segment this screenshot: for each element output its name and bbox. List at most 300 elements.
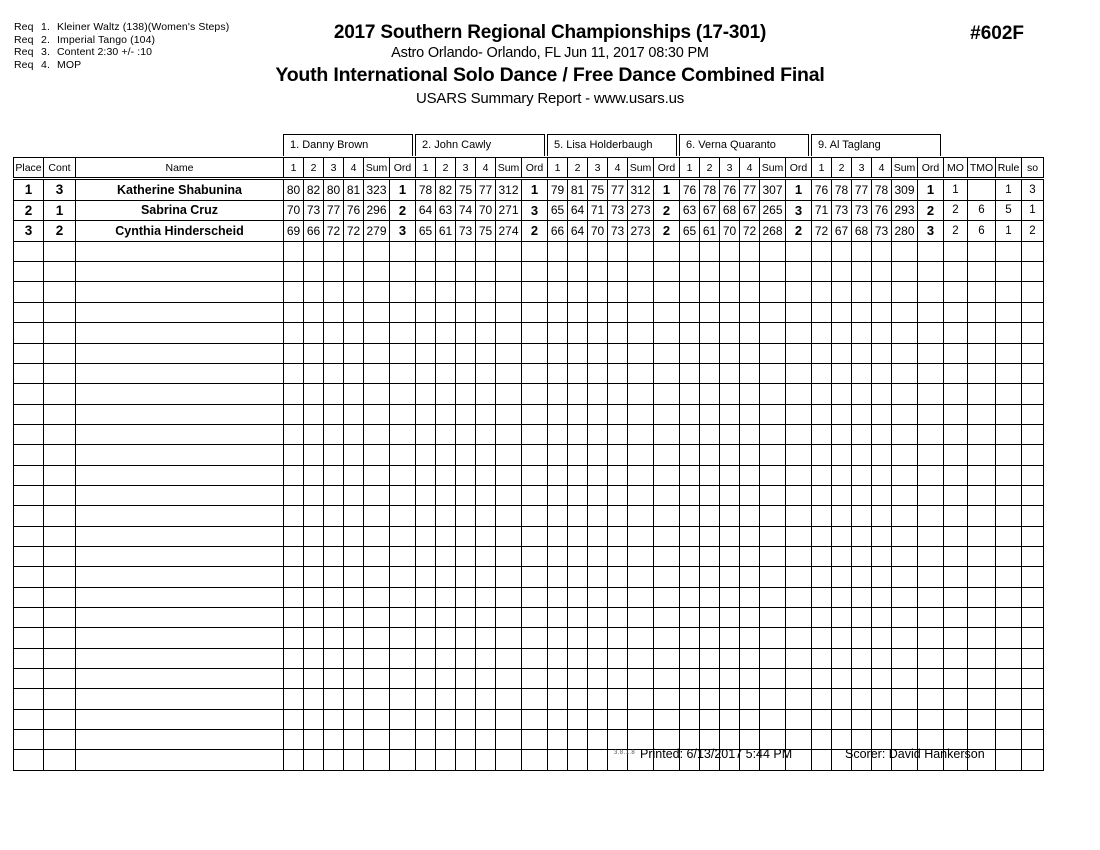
cell-empty [568,241,588,261]
cell-empty [654,241,680,261]
cell-empty [740,689,760,709]
cell-empty [892,363,918,383]
cell-empty [284,323,304,343]
column-header-tmo: TMO [968,158,996,179]
cell-empty [304,282,324,302]
cell-empty [1022,302,1044,322]
table-row-empty[interactable] [14,241,1044,261]
cell-empty [344,262,364,282]
cell-empty [628,546,654,566]
cell-empty [812,343,832,363]
cell-empty [996,363,1022,383]
cell-empty [944,241,968,261]
cell-empty [996,669,1022,689]
cell-empty [548,485,568,505]
cell-empty [872,607,892,627]
cell-empty [284,526,304,546]
cell-empty [700,607,720,627]
cell-j3-score-4: 73 [608,221,628,242]
cell-j2-score-4: 70 [476,200,496,221]
cell-empty [628,567,654,587]
cell-empty [786,323,812,343]
scorer-name: Scorer: David Hankerson [845,747,985,761]
cell-empty [476,343,496,363]
cell-empty [996,587,1022,607]
table-row-empty[interactable] [14,323,1044,343]
cell-empty [944,404,968,424]
cell-empty [760,485,786,505]
cell-empty [364,689,390,709]
cell-empty [608,669,628,689]
cell-j2-sum: 312 [496,179,522,201]
cell-empty [812,302,832,322]
cell-j4-score-2: 61 [700,221,720,242]
cell-empty [852,404,872,424]
cell-empty [344,506,364,526]
cell-empty [436,567,456,587]
cell-j4-score-4: 67 [740,200,760,221]
cell-empty [522,730,548,750]
cell-empty [968,546,996,566]
cell-empty [522,465,548,485]
table-row-empty[interactable] [14,607,1044,627]
cell-empty [416,282,436,302]
cell-empty [654,445,680,465]
table-row-empty[interactable] [14,404,1044,424]
cell-empty [548,526,568,546]
table-row[interactable] [14,179,1044,201]
cell-empty [996,424,1022,444]
cell-empty [996,384,1022,404]
cell-empty [548,730,568,750]
cell-empty [548,323,568,343]
cell-empty [456,587,476,607]
cell-empty [476,323,496,343]
cell-empty [14,465,44,485]
cell-empty [608,628,628,648]
cell-empty [892,648,918,668]
cell-empty [476,689,496,709]
table-row-empty[interactable] [14,363,1044,383]
cell-empty [812,689,832,709]
cell-empty [44,689,76,709]
cell-empty [548,404,568,424]
cell-empty [436,689,456,709]
cell-empty [872,648,892,668]
cell-empty [812,546,832,566]
cell-empty [812,465,832,485]
cell-empty [304,485,324,505]
cell-empty [720,302,740,322]
cell-empty [522,526,548,546]
cell-empty [390,506,416,526]
cell-empty [654,526,680,546]
cell-empty [760,241,786,261]
table-row-empty[interactable] [14,587,1044,607]
cell-name: Katherine Shabunina [76,179,284,201]
cell-empty [608,709,628,729]
cell-mo: 1 [944,179,968,201]
cell-empty [608,424,628,444]
cell-empty [324,465,344,485]
cell-empty [416,465,436,485]
cell-j5-score-4: 78 [872,179,892,201]
cell-empty [364,262,390,282]
cell-empty [680,302,700,322]
cell-empty [812,262,832,282]
cell-empty [548,607,568,627]
cell-empty [654,343,680,363]
cell-empty [832,485,852,505]
cell-empty [284,485,304,505]
cell-empty [852,628,872,648]
cell-empty [476,506,496,526]
cell-empty [812,506,832,526]
cell-empty [700,648,720,668]
cell-empty [568,404,588,424]
cell-empty [832,689,852,709]
cell-empty [416,730,436,750]
cell-empty [812,241,832,261]
column-header-j4-2: 2 [700,158,720,179]
cell-empty [996,709,1022,729]
cell-empty [740,343,760,363]
cell-empty [496,567,522,587]
cell-empty [740,485,760,505]
cell-empty [944,445,968,465]
cell-empty [522,669,548,689]
cell-empty [812,607,832,627]
cell-empty [720,669,740,689]
cell-empty [364,587,390,607]
cell-j5-ord: 2 [918,200,944,221]
cell-empty [588,302,608,322]
cell-empty [76,730,284,750]
cell-empty [324,669,344,689]
cell-j1-ord: 3 [390,221,416,242]
table-header-row [14,158,1044,179]
cell-j1-sum: 296 [364,200,390,221]
score-sheet [13,157,1042,748]
cell-empty [390,730,416,750]
cell-empty [44,343,76,363]
column-header-j2-ord: Ord [522,158,548,179]
cell-empty [968,424,996,444]
cell-empty [436,465,456,485]
table-row-empty[interactable] [14,465,1044,485]
cell-empty [522,607,548,627]
cell-empty [812,526,832,546]
cell-empty [14,282,44,302]
cell-empty [344,465,364,485]
table-row-empty[interactable] [14,424,1044,444]
cell-empty [324,241,344,261]
cell-empty [968,282,996,302]
cell-empty [522,282,548,302]
cell-empty [324,546,344,566]
cell-empty [14,241,44,261]
cell-empty [390,628,416,648]
cell-empty [548,424,568,444]
cell-empty [812,669,832,689]
cell-empty [786,282,812,302]
cell-j3-score-2: 81 [568,179,588,201]
cell-empty [44,241,76,261]
cell-empty [476,424,496,444]
cell-empty [548,302,568,322]
column-header-j3-1: 1 [548,158,568,179]
cell-empty [416,526,436,546]
cell-place: 2 [14,200,44,221]
cell-empty [284,343,304,363]
cell-empty [324,567,344,587]
cell-empty [476,485,496,505]
cell-empty [14,485,44,505]
column-header-mo: MO [944,158,968,179]
requirement-text: MOP [57,58,82,71]
cell-empty [568,363,588,383]
cell-empty [416,323,436,343]
cell-empty [44,384,76,404]
cell-empty [760,709,786,729]
cell-j5-score-1: 76 [812,179,832,201]
cell-empty [628,587,654,607]
column-header-j3-3: 3 [588,158,608,179]
cell-empty [364,506,390,526]
cell-empty [416,546,436,566]
cell-empty [14,506,44,526]
cell-empty [364,669,390,689]
table-row-empty[interactable] [14,302,1044,322]
cell-j4-score-3: 70 [720,221,740,242]
cell-empty [390,241,416,261]
cell-empty [918,384,944,404]
cell-empty [390,363,416,383]
cell-empty [760,404,786,424]
cell-empty [14,302,44,322]
cell-empty [608,343,628,363]
column-header-place: Place [14,158,44,179]
cell-empty [390,343,416,363]
cell-empty [496,445,522,465]
cell-empty [996,282,1022,302]
cell-empty [344,648,364,668]
cell-empty [996,485,1022,505]
cell-empty [344,526,364,546]
cell-empty [548,465,568,485]
cell-empty [892,506,918,526]
cell-empty [436,628,456,648]
cell-empty [390,648,416,668]
table-row-empty[interactable] [14,648,1044,668]
table-row-empty[interactable] [14,262,1044,282]
cell-empty [832,587,852,607]
cell-empty [740,709,760,729]
cell-empty [416,689,436,709]
cell-empty [720,404,740,424]
cell-empty [416,709,436,729]
cell-empty [628,262,654,282]
column-header-j3-ord: Ord [654,158,680,179]
cell-empty [700,628,720,648]
table-row-empty[interactable] [14,343,1044,363]
cell-empty [588,607,608,627]
cell-empty [740,546,760,566]
cell-empty [44,567,76,587]
cell-empty [548,384,568,404]
cell-empty [364,465,390,485]
cell-empty [588,587,608,607]
cell-empty [720,648,740,668]
cell-empty [496,404,522,424]
cell-empty [76,628,284,648]
cell-empty [852,384,872,404]
cell-empty [996,730,1022,750]
cell-empty [968,628,996,648]
cell-empty [680,628,700,648]
cell-empty [872,404,892,424]
cell-empty [944,424,968,444]
table-row-empty[interactable] [14,384,1044,404]
cell-empty [852,526,872,546]
cell-empty [496,384,522,404]
table-row[interactable] [14,221,1044,242]
cell-j1-ord: 1 [390,179,416,201]
cell-empty [740,424,760,444]
cell-empty [812,485,832,505]
cell-empty [1022,669,1044,689]
cell-empty [364,404,390,424]
cell-empty [416,363,436,383]
cell-empty [740,506,760,526]
table-row-empty[interactable] [14,445,1044,465]
judge-header-4: 6. Verna Quaranto [679,134,809,156]
cell-empty [786,567,812,587]
cell-empty [832,546,852,566]
table-body [14,179,1044,771]
cell-empty [872,241,892,261]
cell-empty [324,506,344,526]
cell-empty [496,730,522,750]
cell-empty [390,607,416,627]
cell-empty [628,384,654,404]
cell-empty [968,384,996,404]
cell-empty [416,241,436,261]
cell-j5-score-1: 72 [812,221,832,242]
cell-empty [944,363,968,383]
cell-empty [944,709,968,729]
cell-empty [436,587,456,607]
cell-empty [892,669,918,689]
cell-empty [720,709,740,729]
table-row-empty[interactable] [14,546,1044,566]
cell-empty [304,323,324,343]
cell-empty [588,526,608,546]
cell-empty [304,526,324,546]
cell-empty [892,343,918,363]
cell-so: 3 [1022,179,1044,201]
cell-empty [996,241,1022,261]
judge-header-2: 2. John Cawly [415,134,545,156]
cell-empty [760,648,786,668]
table-row-empty[interactable] [14,485,1044,505]
cell-empty [872,526,892,546]
cell-empty [568,607,588,627]
table-row-empty[interactable] [14,628,1044,648]
cell-empty [14,424,44,444]
cell-empty [700,262,720,282]
cell-empty [364,424,390,444]
cell-empty [918,424,944,444]
cell-empty [832,567,852,587]
cell-j1-ord: 2 [390,200,416,221]
cell-empty [436,262,456,282]
table-row-empty[interactable] [14,689,1044,709]
cell-empty [786,587,812,607]
cell-empty [740,282,760,302]
table-row-empty[interactable] [14,567,1044,587]
cell-empty [760,607,786,627]
cell-empty [496,607,522,627]
cell-empty [996,445,1022,465]
cell-empty [786,262,812,282]
cell-empty [918,445,944,465]
requirement-prefix: Req [14,33,34,46]
cell-empty [892,709,918,729]
table-row-empty[interactable] [14,669,1044,689]
cell-empty [548,282,568,302]
cell-empty [324,445,344,465]
column-header-rule: Rule [996,158,1022,179]
table-row-empty[interactable] [14,709,1044,729]
cell-j3-sum: 312 [628,179,654,201]
cell-empty [568,546,588,566]
cell-empty [872,424,892,444]
cell-j5-ord: 1 [918,179,944,201]
cell-empty [416,607,436,627]
cell-empty [456,506,476,526]
cell-empty [720,363,740,383]
cell-empty [522,628,548,648]
cell-empty [476,465,496,485]
cell-empty [496,363,522,383]
cell-empty [654,669,680,689]
table-row-empty[interactable] [14,526,1044,546]
cell-empty [14,526,44,546]
column-header-j2-4: 4 [476,158,496,179]
cell-empty [786,302,812,322]
cell-empty [568,343,588,363]
cell-j3-ord: 2 [654,200,680,221]
cell-empty [14,567,44,587]
table-row-empty[interactable] [14,282,1044,302]
cell-empty [496,689,522,709]
cell-empty [872,445,892,465]
cell-empty [568,465,588,485]
cell-empty [344,709,364,729]
table-row[interactable] [14,200,1044,221]
cell-empty [628,241,654,261]
cell-empty [14,323,44,343]
table-row-empty[interactable] [14,506,1044,526]
cell-empty [390,485,416,505]
cell-empty [944,262,968,282]
cell-empty [996,689,1022,709]
cell-empty [892,546,918,566]
cell-j5-score-3: 73 [852,200,872,221]
cell-j2-score-2: 63 [436,200,456,221]
cell-empty [436,485,456,505]
